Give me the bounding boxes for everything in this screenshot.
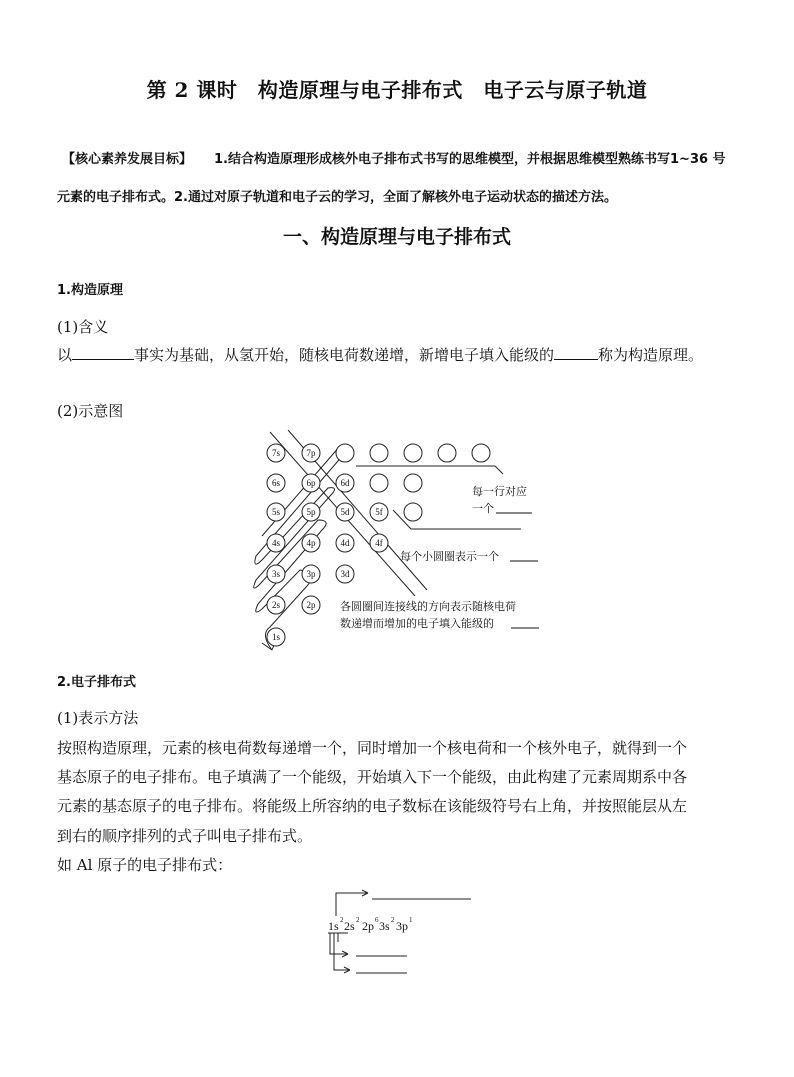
pointer-top [336, 893, 368, 916]
empty-orbital [404, 444, 422, 462]
label-2s: 2s [271, 600, 281, 610]
empty-orbital [370, 444, 388, 462]
label-4f: 4f [375, 538, 383, 548]
label-arrow-1: 各圆圈间连接线的方向表示随核电荷 [340, 601, 516, 613]
meaning-sentence [57, 344, 703, 365]
meaning-text-a: 以 [57, 346, 73, 364]
config-2s: 2s [344, 919, 355, 933]
label-5s: 5s [271, 507, 281, 517]
empty-orbital [336, 444, 354, 462]
label-4p: 4p [306, 538, 316, 548]
section-title: 一、构造原理与电子排布式 [282, 226, 511, 248]
meaning-text-c: 称为构造原理。 [598, 346, 704, 364]
label-4d: 4d [340, 538, 350, 548]
empty-orbital [404, 503, 422, 521]
pointer-mid [330, 933, 348, 954]
label-4s: 4s [271, 538, 281, 548]
paragraph-line-3: 元素的基态原子的电子排布。将能级上所容纳的电子数标在该能级符号右上角，并按照能层从左 [57, 797, 688, 815]
config-3p: 3p [396, 919, 408, 933]
paragraph-line-2: 基态原子的电子排布。电子填满了一个能级，开始填入下一个能级，由此构建了元素周期系中各 [57, 768, 688, 786]
paragraph-line-1: 按照构造原理，元素的核电荷数每递增一个，同时增加一个核电荷和一个核外电子，就得到一个 [57, 739, 688, 757]
example-line: 如 Al 原子的电子排布式： [57, 856, 233, 874]
row-line-end [495, 466, 503, 474]
paragraph-line-4: 到右的顺序排列的式子叫电子排布式。 [57, 827, 313, 845]
label-5d: 5d [340, 507, 350, 517]
goals-text-1: 1.结合构造原理形成核外电子排布式书写的思维模型，并根据思维模型熟练书写1~36 号 [214, 152, 726, 167]
sub-meaning: (1)含义 [57, 318, 109, 336]
sub-diagram: (2)示意图 [57, 402, 124, 420]
goals-line-2: 元素的电子排布式。2.通过对原子轨道和电子云的学习，全面了解核外电子运动状态的描述方法。 [57, 190, 617, 205]
empty-orbital [472, 444, 490, 462]
label-7s: 7s [271, 448, 281, 458]
label-3p: 3p [306, 569, 316, 579]
label-3d: 3d [340, 569, 350, 579]
goals-line-1 [62, 148, 726, 167]
label-6s: 6s [271, 478, 281, 488]
empty-orbital [438, 444, 456, 462]
label-row-1: 每一行对应 [472, 486, 527, 498]
label-7p: 7p [306, 448, 316, 458]
config-1s-e: 2 [340, 916, 344, 924]
construction-principle-diagram [250, 425, 550, 657]
label-6p: 6p [306, 478, 316, 488]
meaning-text-b: 事实为基础，从氢开始，随核电荷数递增，新增电子填入能级的 [134, 346, 555, 364]
heading-electron-configuration: 2.电子排布式 [57, 675, 136, 690]
label-row-2: 一个 [472, 503, 494, 515]
config-3p-e: 1 [409, 916, 413, 924]
al-configuration-diagram [320, 885, 480, 975]
heading-construction-principle: 1.构造原理 [57, 283, 123, 298]
label-2p: 2p [306, 600, 316, 610]
config-1s: 1s [328, 919, 339, 933]
config-2p: 2p [362, 919, 374, 933]
empty-orbital [370, 474, 388, 492]
config-2p-e: 6 [375, 916, 379, 924]
config-3s: 3s [379, 919, 390, 933]
label-6d: 6d [340, 478, 350, 488]
label-circle: 每个小圆圈表示一个 [400, 551, 499, 563]
label-arrow-2: 数递增而增加的电子填入能级的 [340, 618, 494, 630]
label-5f: 5f [375, 507, 383, 517]
blank-1[interactable] [72, 345, 134, 360]
label-5p: 5p [306, 507, 316, 517]
goals-label: 【核心素养发展目标】 [62, 152, 193, 167]
config-3s-e: 2 [391, 916, 395, 924]
label-1s: 1s [271, 632, 281, 642]
empty-orbital [404, 474, 422, 492]
config-2s-e: 2 [356, 916, 360, 924]
blank-2[interactable] [554, 345, 598, 360]
label-3s: 3s [271, 569, 281, 579]
sub-representation: (1)表示方法 [57, 709, 139, 727]
page-title: 第 2 课时 构造原理与电子排布式 电子云与原子轨道 [146, 78, 648, 102]
